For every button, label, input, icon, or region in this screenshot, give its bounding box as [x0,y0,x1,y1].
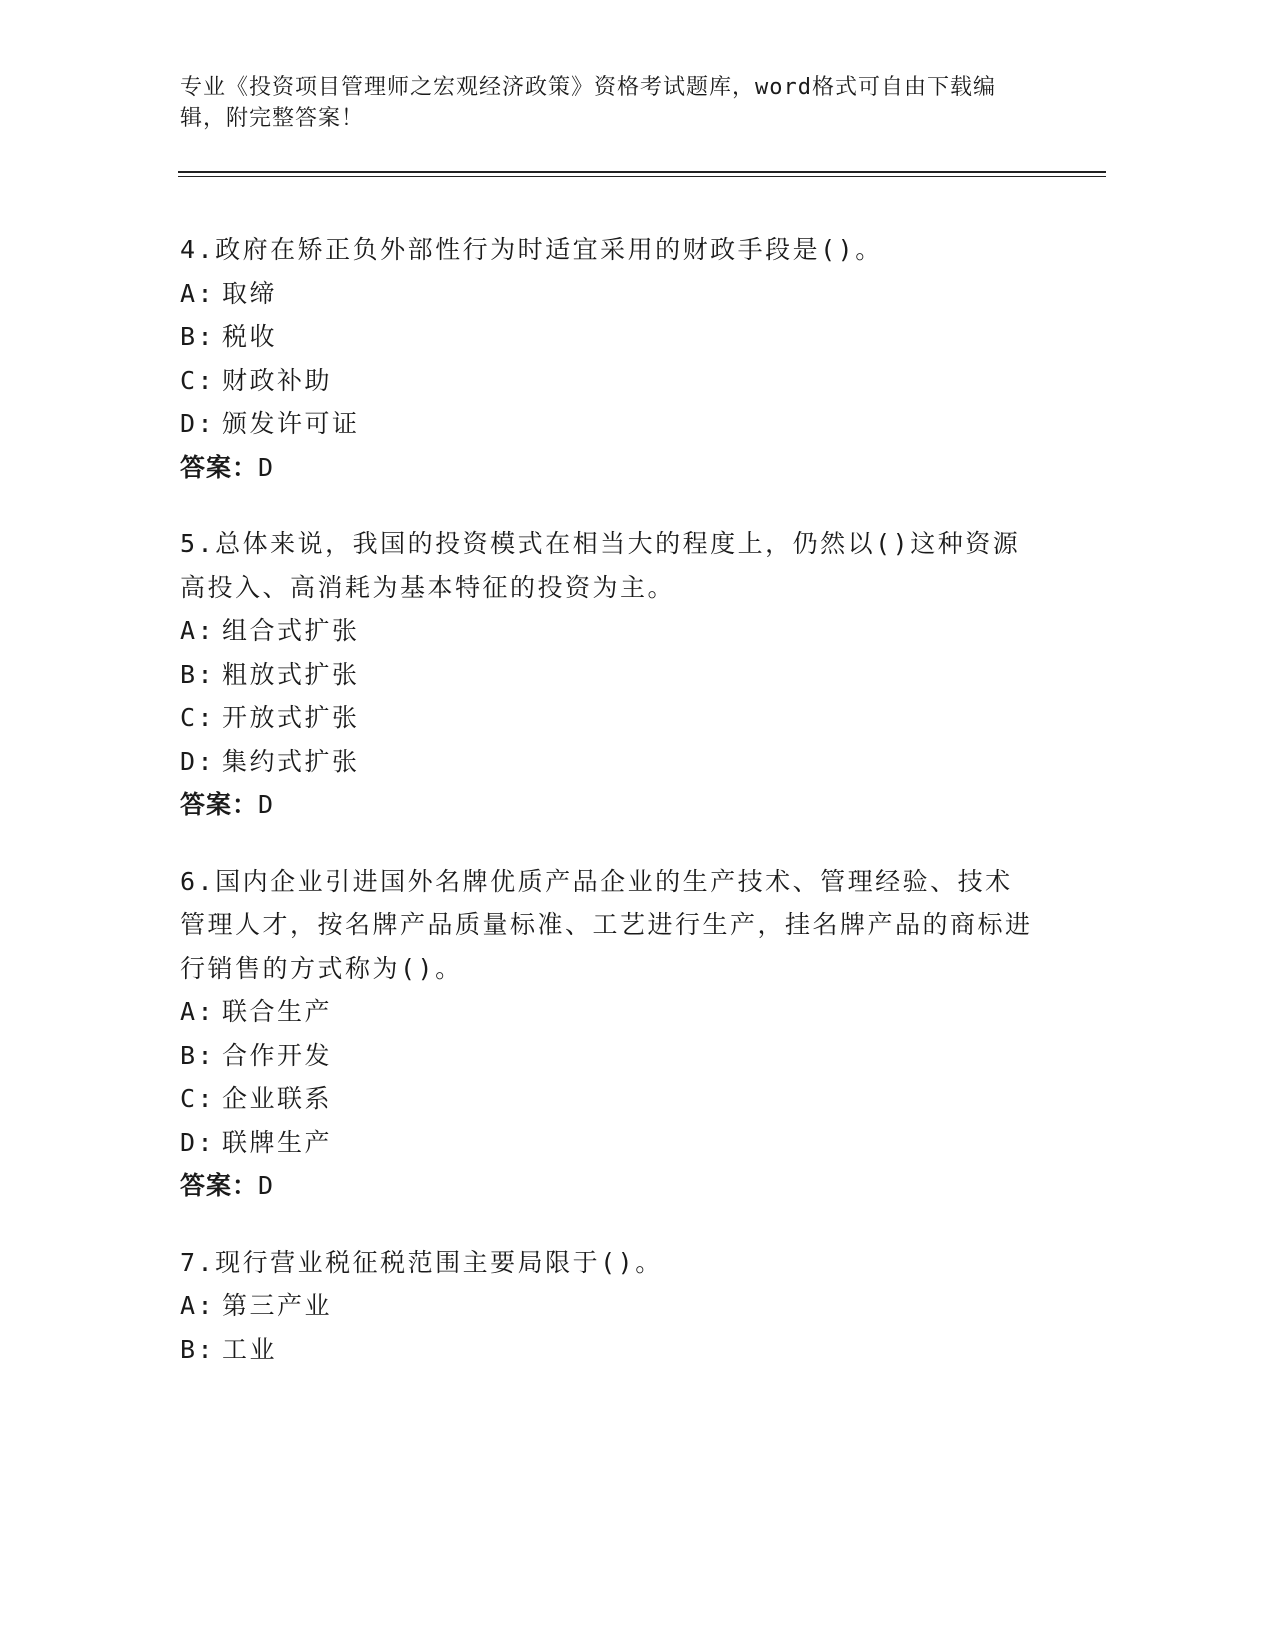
option-d [180,402,1040,446]
header-divider-thick [178,171,1106,173]
option-text: 取缔 [222,278,278,308]
question-stem: 7.现行营业税征税范围主要局限于()。 [180,1247,663,1277]
option-a [180,990,1040,1034]
option-text: 联合生产 [222,997,333,1026]
option-key: D: [180,409,216,438]
answer-value: D [258,1171,275,1200]
option-b [180,315,1040,359]
option-text: 组合式扩张 [222,616,360,645]
answer-value: D [258,790,275,819]
option-text: 企业联系 [222,1084,333,1113]
answer-label: 答案： [180,1171,259,1200]
option-key: A: [180,1291,216,1320]
option-key: D: [180,1127,216,1157]
option-text: 颁发许可证 [222,409,360,438]
answer-line [180,783,1040,827]
question-item [180,522,1040,827]
answer-label: 答案： [180,790,259,819]
question-list [180,228,1040,1404]
option-d [180,1121,1040,1165]
answer-line [180,1164,1040,1208]
question-stem: 5.总体来说，我国的投资模式在相当大的程度上，仍然以()这种资源高投入、高消耗为基本特征的投资为主。 [180,529,1021,602]
option-text: 财政补助 [222,365,333,395]
option-key: B: [180,322,216,351]
option-b [180,1328,1040,1372]
option-text: 税收 [222,322,278,351]
option-key: B: [180,1334,216,1364]
question-stem: 6.国内企业引进国外名牌优质产品企业的生产技术、管理经验、技术管理人才，按名牌产品质量标准、工艺进行生产，挂名牌产品的商标进行销售的方式称为()。 [180,866,1033,983]
option-key: C: [180,1084,216,1113]
option-text: 合作开发 [222,1040,333,1070]
header-line-2: 辑，附完整答案！ [180,106,365,131]
question-item [180,1241,1040,1372]
header-divider-thin [178,176,1106,177]
option-b [180,1034,1040,1078]
question-item [180,860,1040,1208]
option-text: 联牌生产 [222,1127,333,1157]
option-a [180,272,1040,316]
option-key: D: [180,746,216,776]
option-key: A: [180,278,216,308]
option-text: 集约式扩张 [222,746,360,776]
option-key: A: [180,997,216,1026]
option-key: A: [180,616,216,645]
option-text: 粗放式扩张 [222,659,360,689]
option-key: C: [180,365,216,395]
document-header [180,72,1040,134]
header-line-1: 专业《投资项目管理师之宏观经济政策》资格考试题库，word格式可自由下载编 [180,75,996,100]
option-key: C: [180,703,216,732]
answer-line [180,446,1040,490]
answer-label: 答案： [180,452,259,482]
option-a [180,609,1040,653]
option-d [180,740,1040,784]
option-key: B: [180,659,216,689]
question-stem: 4.政府在矫正负外部性行为时适宜采用的财政手段是()。 [180,235,883,264]
answer-value: D [258,452,275,482]
option-b [180,653,1040,697]
option-text: 工业 [222,1334,278,1364]
option-a [180,1284,1040,1328]
option-key: B: [180,1040,216,1070]
question-item [180,228,1040,489]
option-text: 第三产业 [222,1291,333,1320]
option-text: 开放式扩张 [222,703,360,732]
option-c [180,1077,1040,1121]
option-c [180,359,1040,403]
option-c [180,696,1040,740]
